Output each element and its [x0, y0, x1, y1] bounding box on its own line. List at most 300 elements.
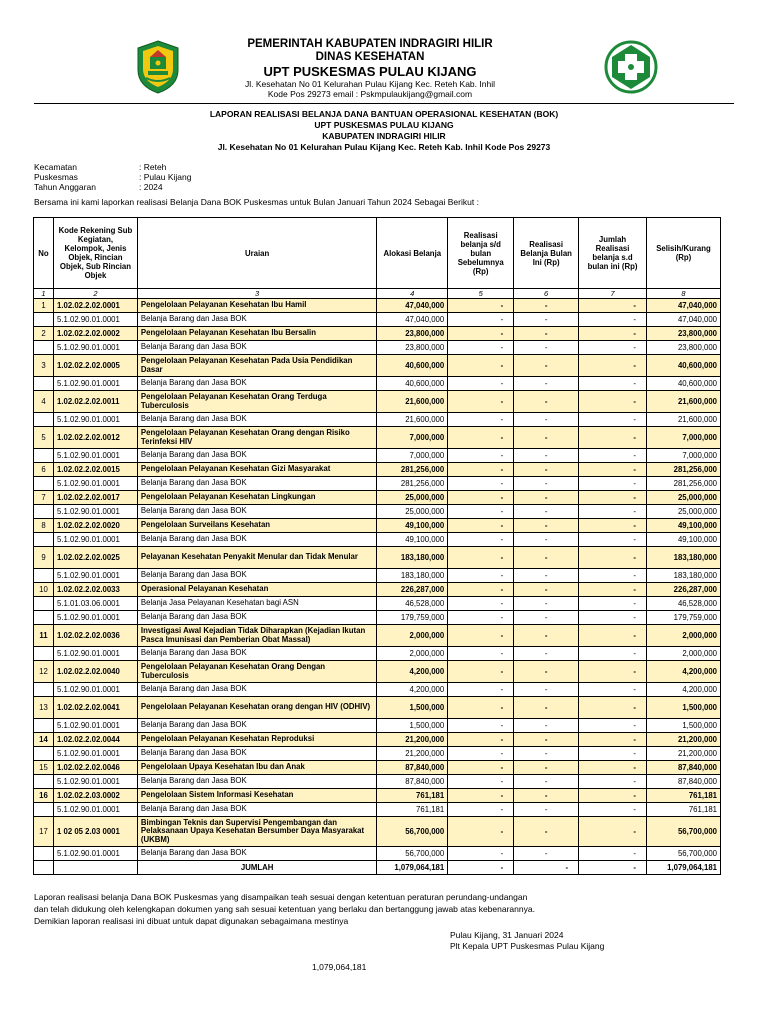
row-no	[34, 377, 54, 391]
row-realisasi-bulan: -	[514, 463, 579, 477]
letterhead	[0, 30, 768, 102]
row-realisasi-sebelum: -	[448, 775, 514, 789]
row-uraian: Belanja Barang dan Jasa BOK	[137, 449, 376, 463]
row-jumlah: -	[579, 313, 647, 327]
table-row-activity	[34, 519, 721, 533]
table-row-activity	[34, 391, 721, 413]
row-alokasi: 49,100,000	[377, 519, 448, 533]
row-alokasi: 2,000,000	[377, 625, 448, 647]
table-row-expense	[34, 533, 721, 547]
meta-value: : Reteh	[139, 162, 167, 172]
table-row-expense	[34, 647, 721, 661]
row-realisasi-bulan: -	[514, 789, 579, 803]
row-realisasi-bulan: -	[514, 547, 579, 569]
signature-position: Plt Kepala UPT Puskesmas Pulau Kijang	[450, 941, 605, 951]
row-no: 15	[34, 761, 54, 775]
row-realisasi-sebelum: -	[448, 733, 514, 747]
row-selisih: 281,256,000	[646, 463, 720, 477]
row-kode: 1.02.02.2.02.0040	[53, 661, 137, 683]
meta-row	[34, 172, 191, 182]
row-realisasi-sebelum: -	[448, 569, 514, 583]
row-kode: 1.02.02.2.02.0015	[53, 463, 137, 477]
row-realisasi-bulan: -	[514, 761, 579, 775]
agency-name: DINAS KESEHATAN	[315, 51, 425, 63]
intro-text: Bersama ini kami laporkan realisasi Belanja Dana BOK Puskesmas untuk Bulan Januari Tahun 2024 Sebagai Berikut :	[34, 197, 479, 207]
row-kode: 5.1.02.90.01.0001	[53, 449, 137, 463]
row-no: 7	[34, 491, 54, 505]
row-realisasi-sebelum: -	[448, 427, 514, 449]
row-uraian: Belanja Barang dan Jasa BOK	[137, 413, 376, 427]
row-no	[34, 341, 54, 355]
table-row-activity	[34, 299, 721, 313]
row-selisih: 1,500,000	[646, 719, 720, 733]
row-selisih: 761,181	[646, 789, 720, 803]
row-alokasi: 23,800,000	[377, 327, 448, 341]
col-header-uraian: Uraian	[137, 218, 376, 289]
row-jumlah: -	[579, 625, 647, 647]
row-no: 16	[34, 789, 54, 803]
row-alokasi: 47,040,000	[377, 313, 448, 327]
table-row-expense	[34, 569, 721, 583]
report-title-line: KABUPATEN INDRAGIRI HILIR	[322, 131, 446, 141]
row-kode: 5.1.02.90.01.0001	[53, 775, 137, 789]
row-alokasi: 183,180,000	[377, 569, 448, 583]
table-row-expense	[34, 449, 721, 463]
row-alokasi: 87,840,000	[377, 775, 448, 789]
table-row-expense	[34, 413, 721, 427]
row-no	[34, 647, 54, 661]
total-realisasi-bulan: -	[514, 861, 579, 875]
row-uraian: Investigasi Awal Kejadian Tidak Diharapkan (Kejadian Ikutan Pasca Imunisasi dan Pemberian Obat Massal)	[137, 625, 376, 647]
row-realisasi-bulan: -	[514, 697, 579, 719]
row-selisih: 761,181	[646, 803, 720, 817]
row-kode: 1.02.02.2.02.0005	[53, 355, 137, 377]
row-uraian: Belanja Barang dan Jasa BOK	[137, 611, 376, 625]
table-row-activity	[34, 491, 721, 505]
row-realisasi-bulan: -	[514, 341, 579, 355]
row-realisasi-sebelum: -	[448, 683, 514, 697]
puskesmas-name: UPT PUSKESMAS PULAU KIJANG	[263, 64, 477, 79]
row-alokasi: 21,600,000	[377, 391, 448, 413]
row-kode: 5.1.02.90.01.0001	[53, 611, 137, 625]
row-no	[34, 597, 54, 611]
row-no	[34, 569, 54, 583]
row-realisasi-sebelum: -	[448, 377, 514, 391]
row-no	[34, 775, 54, 789]
row-alokasi: 761,181	[377, 789, 448, 803]
row-uraian: Belanja Barang dan Jasa BOK	[137, 341, 376, 355]
row-jumlah: -	[579, 547, 647, 569]
row-realisasi-sebelum: -	[448, 391, 514, 413]
col-header-kode: Kode Rekening Sub Kegiatan, Kelompok, Jenis Objek, Rincian Objek, Sub Rincian Objek	[53, 218, 137, 289]
row-uraian: Pengelolaan Pelayanan Kesehatan Ibu Bersalin	[137, 327, 376, 341]
row-uraian: Pengelolaan Pelayanan Kesehatan Reproduksi	[137, 733, 376, 747]
row-alokasi: 226,287,000	[377, 583, 448, 597]
signature-place-date: Pulau Kijang, 31 Januari 2024	[450, 930, 564, 940]
row-realisasi-sebelum: -	[448, 747, 514, 761]
row-realisasi-sebelum: -	[448, 505, 514, 519]
row-no: 5	[34, 427, 54, 449]
row-uraian: Belanja Barang dan Jasa BOK	[137, 719, 376, 733]
row-alokasi: 40,600,000	[377, 377, 448, 391]
row-selisih: 21,600,000	[646, 391, 720, 413]
row-alokasi: 4,200,000	[377, 683, 448, 697]
row-selisih: 56,700,000	[646, 847, 720, 861]
row-alokasi: 21,200,000	[377, 747, 448, 761]
row-jumlah: -	[579, 661, 647, 683]
row-jumlah: -	[579, 533, 647, 547]
row-alokasi: 25,000,000	[377, 491, 448, 505]
col-header-realisasi-sebelum: Realisasi belanja s/d bulan Sebelumnya (Rp)	[448, 218, 514, 289]
table-row-activity	[34, 427, 721, 449]
row-alokasi: 56,700,000	[377, 817, 448, 847]
row-uraian: Pengelolaan Pelayanan Kesehatan Ibu Hamil	[137, 299, 376, 313]
row-selisih: 1,500,000	[646, 697, 720, 719]
row-uraian: Pengelolaan Pelayanan Kesehatan Orang dengan Risiko Terinfeksi HIV	[137, 427, 376, 449]
row-realisasi-sebelum: -	[448, 817, 514, 847]
row-realisasi-bulan: -	[514, 519, 579, 533]
total-kode-cell	[53, 861, 137, 875]
row-kode: 5.1.01.03.06.0001	[53, 597, 137, 611]
row-alokasi: 281,256,000	[377, 477, 448, 491]
row-no: 9	[34, 547, 54, 569]
row-realisasi-sebelum: -	[448, 449, 514, 463]
row-realisasi-sebelum: -	[448, 313, 514, 327]
row-realisasi-sebelum: -	[448, 477, 514, 491]
row-selisih: 4,200,000	[646, 661, 720, 683]
row-selisih: 2,000,000	[646, 625, 720, 647]
row-no	[34, 803, 54, 817]
row-jumlah: -	[579, 789, 647, 803]
row-realisasi-bulan: -	[514, 449, 579, 463]
table-row-expense	[34, 847, 721, 861]
row-kode: 1.02.02.2.02.0025	[53, 547, 137, 569]
row-alokasi: 761,181	[377, 803, 448, 817]
row-realisasi-sebelum: -	[448, 547, 514, 569]
row-alokasi: 87,840,000	[377, 761, 448, 775]
row-uraian: Belanja Barang dan Jasa BOK	[137, 747, 376, 761]
row-alokasi: 1,500,000	[377, 719, 448, 733]
row-uraian: Belanja Barang dan Jasa BOK	[137, 803, 376, 817]
row-kode: 5.1.02.90.01.0001	[53, 683, 137, 697]
row-realisasi-bulan: -	[514, 597, 579, 611]
row-selisih: 56,700,000	[646, 817, 720, 847]
row-kode: 1 02 05 2.03 0001	[53, 817, 137, 847]
table-row-expense	[34, 313, 721, 327]
row-realisasi-bulan: -	[514, 625, 579, 647]
row-no	[34, 413, 54, 427]
row-jumlah: -	[579, 733, 647, 747]
row-jumlah: -	[579, 803, 647, 817]
row-kode: 5.1.02.90.01.0001	[53, 341, 137, 355]
column-index: 7	[579, 289, 647, 299]
row-no	[34, 533, 54, 547]
report-title-line: LAPORAN REALISASI BELANJA DANA BANTUAN OPERASIONAL KESEHATAN (BOK)	[209, 109, 559, 119]
row-kode: 1.02.02.2.02.0001	[53, 299, 137, 313]
row-realisasi-sebelum: -	[448, 463, 514, 477]
row-realisasi-bulan: -	[514, 313, 579, 327]
row-jumlah: -	[579, 597, 647, 611]
row-jumlah: -	[579, 391, 647, 413]
row-kode: 5.1.02.90.01.0001	[53, 569, 137, 583]
meta-row	[34, 162, 191, 172]
signature-block	[450, 930, 604, 952]
row-kode: 5.1.02.90.01.0001	[53, 719, 137, 733]
meta-row	[34, 182, 191, 192]
health-cross-icon	[604, 40, 658, 94]
meta-label: Tahun Anggaran	[34, 182, 96, 192]
row-uraian: Belanja Barang dan Jasa BOK	[137, 313, 376, 327]
table-row-expense	[34, 341, 721, 355]
row-no	[34, 449, 54, 463]
row-kode: 5.1.02.90.01.0001	[53, 505, 137, 519]
row-jumlah: -	[579, 583, 647, 597]
table-row-activity	[34, 789, 721, 803]
row-jumlah: -	[579, 775, 647, 789]
row-no	[34, 719, 54, 733]
row-selisih: 21,600,000	[646, 413, 720, 427]
row-jumlah: -	[579, 341, 647, 355]
row-selisih: 2,000,000	[646, 647, 720, 661]
row-jumlah: -	[579, 569, 647, 583]
row-no: 4	[34, 391, 54, 413]
row-uraian: Pengelolaan Upaya Kesehatan Ibu dan Anak	[137, 761, 376, 775]
row-kode: 1.02.02.2.02.0017	[53, 491, 137, 505]
row-realisasi-sebelum: -	[448, 355, 514, 377]
row-kode: 5.1.02.90.01.0001	[53, 747, 137, 761]
col-header-selisih: Selisih/Kurang (Rp)	[646, 218, 720, 289]
row-alokasi: 21,600,000	[377, 413, 448, 427]
row-uraian: Belanja Barang dan Jasa BOK	[137, 647, 376, 661]
row-selisih: 47,040,000	[646, 313, 720, 327]
meta-label: Puskesmas	[34, 172, 78, 182]
row-uraian: Belanja Jasa Pelayanan Kesehatan bagi ASN	[137, 597, 376, 611]
row-kode: 1.02.02.2.02.0020	[53, 519, 137, 533]
table-row-expense	[34, 719, 721, 733]
row-no: 17	[34, 817, 54, 847]
row-realisasi-bulan: -	[514, 719, 579, 733]
row-kode: 5.1.02.90.01.0001	[53, 313, 137, 327]
table-row-activity	[34, 661, 721, 683]
table-row-expense	[34, 377, 721, 391]
row-selisih: 4,200,000	[646, 683, 720, 697]
row-alokasi: 281,256,000	[377, 463, 448, 477]
row-selisih: 46,528,000	[646, 597, 720, 611]
row-kode: 5.1.02.90.01.0001	[53, 377, 137, 391]
row-alokasi: 21,200,000	[377, 733, 448, 747]
row-realisasi-bulan: -	[514, 533, 579, 547]
row-uraian: Operasional Pelayanan Kesehatan	[137, 583, 376, 597]
row-jumlah: -	[579, 519, 647, 533]
col-header-jumlah: Jumlah Realisasi belanja s.d bulan ini (Rp)	[579, 218, 647, 289]
row-alokasi: 183,180,000	[377, 547, 448, 569]
row-alokasi: 1,500,000	[377, 697, 448, 719]
row-kode: 1.02.02.2.02.0046	[53, 761, 137, 775]
total-alokasi: 1,079,064,181	[377, 861, 448, 875]
row-realisasi-sebelum: -	[448, 327, 514, 341]
closing-line: Laporan realisasi belanja Dana BOK Puskesmas yang disampaikan teah sesuai dengan ketentuan peraturan perundang-undangan	[34, 892, 528, 902]
row-realisasi-bulan: -	[514, 327, 579, 341]
row-uraian: Pengelolaan Pelayanan Kesehatan orang dengan HIV (ODHIV)	[137, 697, 376, 719]
row-uraian: Belanja Barang dan Jasa BOK	[137, 477, 376, 491]
row-uraian: Belanja Barang dan Jasa BOK	[137, 377, 376, 391]
row-uraian: Pengelolaan Surveilans Kesehatan	[137, 519, 376, 533]
table-row-activity	[34, 761, 721, 775]
table-row-expense	[34, 683, 721, 697]
row-realisasi-sebelum: -	[448, 697, 514, 719]
table-header-row	[34, 218, 721, 289]
row-jumlah: -	[579, 477, 647, 491]
row-kode: 5.1.02.90.01.0001	[53, 803, 137, 817]
row-jumlah: -	[579, 449, 647, 463]
row-kode: 5.1.02.90.01.0001	[53, 533, 137, 547]
row-jumlah: -	[579, 463, 647, 477]
row-jumlah: -	[579, 719, 647, 733]
row-uraian: Pengelolaan Sistem Informasi Kesehatan	[137, 789, 376, 803]
row-realisasi-bulan: -	[514, 569, 579, 583]
row-realisasi-sebelum: -	[448, 611, 514, 625]
row-alokasi: 25,000,000	[377, 505, 448, 519]
total-selisih: 1,079,064,181	[646, 861, 720, 875]
row-selisih: 7,000,000	[646, 427, 720, 449]
row-realisasi-sebelum: -	[448, 491, 514, 505]
row-realisasi-sebelum: -	[448, 661, 514, 683]
table-row-expense	[34, 477, 721, 491]
row-jumlah: -	[579, 847, 647, 861]
row-realisasi-sebelum: -	[448, 413, 514, 427]
row-realisasi-sebelum: -	[448, 583, 514, 597]
report-title-line: UPT PUSKESMAS PULAU KIJANG	[314, 120, 454, 130]
row-alokasi: 47,040,000	[377, 299, 448, 313]
row-uraian: Belanja Barang dan Jasa BOK	[137, 847, 376, 861]
table-row-expense	[34, 611, 721, 625]
row-no: 13	[34, 697, 54, 719]
row-no	[34, 611, 54, 625]
row-kode: 1.02.02.2.02.0002	[53, 327, 137, 341]
row-alokasi: 46,528,000	[377, 597, 448, 611]
row-jumlah: -	[579, 355, 647, 377]
column-index: 4	[377, 289, 448, 299]
table-row-expense	[34, 775, 721, 789]
column-index: 1	[34, 289, 54, 299]
row-selisih: 40,600,000	[646, 355, 720, 377]
row-realisasi-bulan: -	[514, 427, 579, 449]
letterhead-contact: Kode Pos 29273 email : Pskmpulaukijang@gmail.com	[267, 89, 473, 99]
table-row-expense	[34, 747, 721, 761]
table-row-activity	[34, 355, 721, 377]
column-index: 8	[646, 289, 720, 299]
row-realisasi-bulan: -	[514, 413, 579, 427]
report-title-line: Jl. Kesehatan No 01 Kelurahan Pulau Kijang Kec. Reteh Kab. Inhil Kode Pos 29273	[217, 142, 551, 152]
table-row-activity	[34, 327, 721, 341]
meta-value: : Pulau Kijang	[139, 172, 192, 182]
regency-crest-icon	[136, 40, 180, 94]
row-alokasi: 23,800,000	[377, 341, 448, 355]
row-realisasi-sebelum: -	[448, 789, 514, 803]
row-no: 2	[34, 327, 54, 341]
row-jumlah: -	[579, 697, 647, 719]
row-jumlah: -	[579, 611, 647, 625]
government-name: PEMERINTAH KABUPATEN INDRAGIRI HILIR	[247, 38, 493, 50]
row-realisasi-bulan: -	[514, 583, 579, 597]
table-row-activity	[34, 697, 721, 719]
row-alokasi: 56,700,000	[377, 847, 448, 861]
row-jumlah: -	[579, 413, 647, 427]
row-realisasi-bulan: -	[514, 683, 579, 697]
letterhead-divider	[34, 103, 734, 104]
row-jumlah: -	[579, 491, 647, 505]
closing-line: dan telah didukung oleh kelengkapan dokumen yang sah sesuai ketentuan yang berlaku dan bertanggung jawab atas kebenarannya.	[34, 904, 535, 914]
row-kode: 5.1.02.90.01.0001	[53, 647, 137, 661]
row-uraian: Belanja Barang dan Jasa BOK	[137, 505, 376, 519]
row-realisasi-bulan: -	[514, 355, 579, 377]
row-realisasi-sebelum: -	[448, 519, 514, 533]
row-no: 10	[34, 583, 54, 597]
column-index-row	[34, 289, 721, 299]
row-selisih: 23,800,000	[646, 327, 720, 341]
table-row-expense	[34, 505, 721, 519]
row-realisasi-bulan: -	[514, 747, 579, 761]
row-selisih: 281,256,000	[646, 477, 720, 491]
table-row-activity	[34, 547, 721, 569]
total-row	[34, 861, 721, 875]
row-selisih: 183,180,000	[646, 569, 720, 583]
row-realisasi-bulan: -	[514, 377, 579, 391]
row-uraian: Belanja Barang dan Jasa BOK	[137, 533, 376, 547]
row-jumlah: -	[579, 683, 647, 697]
row-selisih: 7,000,000	[646, 449, 720, 463]
row-uraian: Pengelolaan Pelayanan Kesehatan Orang Terduga Tuberculosis	[137, 391, 376, 413]
row-realisasi-sebelum: -	[448, 533, 514, 547]
row-kode: 1.02.02.2.02.0044	[53, 733, 137, 747]
row-realisasi-sebelum: -	[448, 803, 514, 817]
row-realisasi-bulan: -	[514, 299, 579, 313]
row-no	[34, 505, 54, 519]
letterhead-address: Jl. Kesehatan No 01 Kelurahan Pulau Kijang Kec. Reteh Kab. Inhil	[245, 79, 495, 89]
row-no: 14	[34, 733, 54, 747]
table-row-activity	[34, 733, 721, 747]
row-selisih: 40,600,000	[646, 377, 720, 391]
row-selisih: 21,200,000	[646, 733, 720, 747]
row-realisasi-bulan: -	[514, 817, 579, 847]
row-alokasi: 2,000,000	[377, 647, 448, 661]
total-no-cell	[34, 861, 54, 875]
column-index: 2	[53, 289, 137, 299]
table-row-activity	[34, 817, 721, 847]
row-kode: 5.1.02.90.01.0001	[53, 413, 137, 427]
row-alokasi: 4,200,000	[377, 661, 448, 683]
row-selisih: 25,000,000	[646, 505, 720, 519]
closing-line: Demikian laporan realisasi ini dibuat untuk dapat digunakan sebagaimana mestinya	[34, 916, 349, 926]
row-realisasi-bulan: -	[514, 611, 579, 625]
row-jumlah: -	[579, 427, 647, 449]
row-realisasi-bulan: -	[514, 661, 579, 683]
footer-total: 1,079,064,181	[312, 962, 367, 972]
table-row-activity	[34, 583, 721, 597]
row-jumlah: -	[579, 377, 647, 391]
row-alokasi: 49,100,000	[377, 533, 448, 547]
meta-value: : 2024	[139, 182, 163, 192]
row-realisasi-bulan: -	[514, 803, 579, 817]
row-uraian: Pengelolaan Pelayanan Kesehatan Pada Usia Pendidikan Dasar	[137, 355, 376, 377]
row-alokasi: 179,759,000	[377, 611, 448, 625]
row-selisih: 87,840,000	[646, 761, 720, 775]
row-uraian: Pengelolaan Pelayanan Kesehatan Gizi Masyarakat	[137, 463, 376, 477]
row-kode: 5.1.02.90.01.0001	[53, 477, 137, 491]
row-realisasi-sebelum: -	[448, 299, 514, 313]
row-kode: 1.02.02.2.02.0033	[53, 583, 137, 597]
row-jumlah: -	[579, 761, 647, 775]
